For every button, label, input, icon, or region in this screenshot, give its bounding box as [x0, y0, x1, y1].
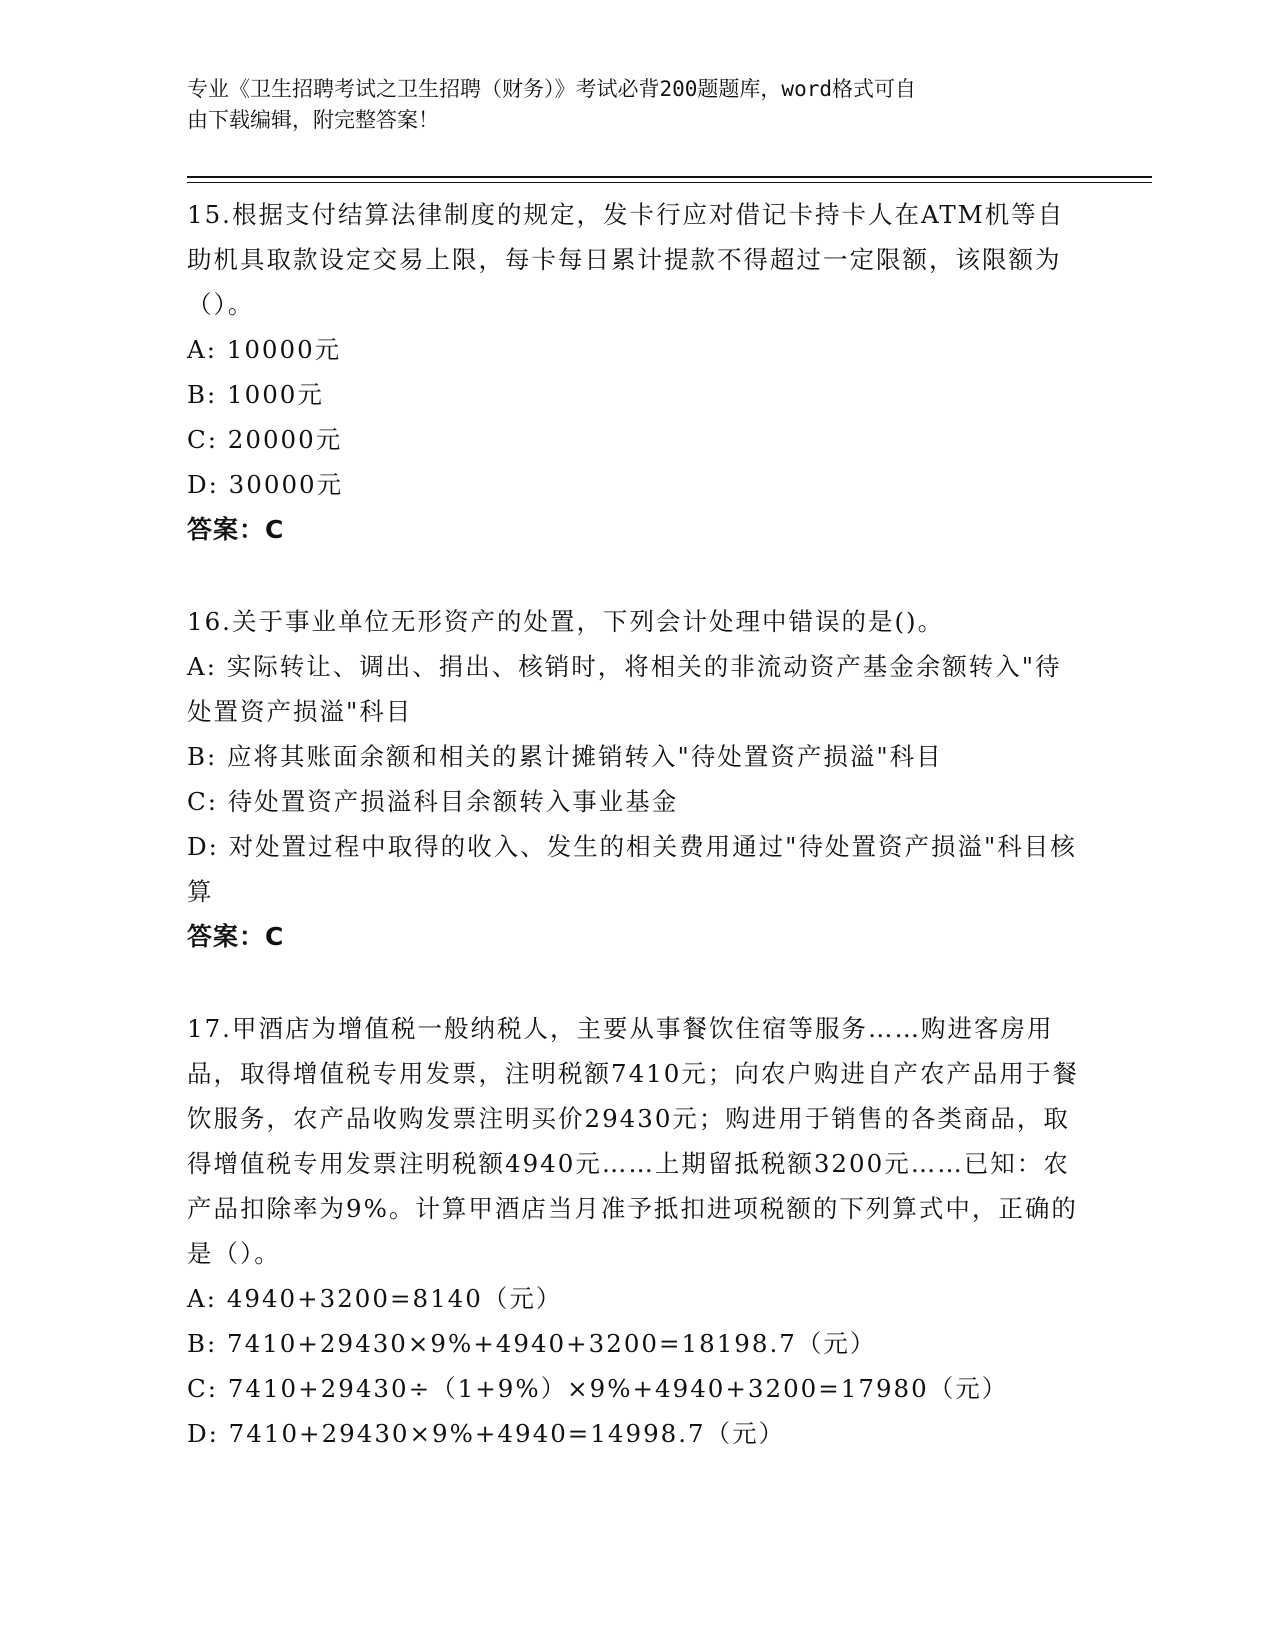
question-text: 15.根据支付结算法律制度的规定，发卡行应对借记卡持卡人在ATM机等自助机具取款设定交易上限，每卡每日累计提款不得超过一定限额，该限额为（）。: [187, 200, 1065, 319]
question-15: [187, 192, 1087, 553]
option-d: D: 7410+29430×9%+4940=14998.7（元）: [187, 1419, 786, 1448]
option-c: C: 7410+29430÷（1+9%）×9%+4940+3200=17980（元）: [187, 1374, 1009, 1403]
question-text: 16.关于事业单位无形资产的处置，下列会计处理中错误的是()。: [187, 607, 945, 636]
header-divider-thin: [187, 182, 1152, 183]
question-text: 17.甲酒店为增值税一般纳税人，主要从事餐饮住宿等服务……购进客房用品，取得增值税专用发票，注明税额7410元；向农户购进自产农产品用于餐饮服务，农产品收购发票注明买价29430元；购进用于销售的各类商品，取得增值税专用发票注明税额4940元……上期留抵税额3200元……已知：农产品扣除率为9%。计算甲酒店当月准予抵扣进项税额的下列算式中，正确的是（）。: [187, 1014, 1079, 1268]
header-line-1: 专业《卫生招聘考试之卫生招聘（财务）》考试必背200题题库，word格式可自: [187, 77, 916, 101]
question-list: [187, 192, 1087, 1502]
option-c: C: 20000元: [187, 425, 343, 454]
option-b: B: 1000元: [187, 380, 324, 409]
option-a: A: 实际转让、调出、捐出、核销时，将相关的非流动资产基金余额转入"待处置资产损溢"科目: [187, 652, 1062, 726]
document-header: [187, 74, 1067, 136]
option-d: D: 对处置过程中取得的收入、发生的相关费用通过"待处置资产损溢"科目核算: [187, 832, 1077, 906]
answer-label: 答案：C: [187, 515, 285, 544]
option-b: B: 应将其账面余额和相关的累计摊销转入"待处置资产损溢"科目: [187, 742, 943, 771]
option-b: B: 7410+29430×9%+4940+3200=18198.7（元）: [187, 1329, 877, 1358]
answer-label: 答案：C: [187, 922, 285, 951]
question-16: [187, 599, 1087, 960]
option-c: C: 待处置资产损溢科目余额转入事业基金: [187, 787, 679, 816]
header-divider-thick: [187, 176, 1152, 178]
option-a: A: 10000元: [187, 335, 342, 364]
option-d: D: 30000元: [187, 470, 344, 499]
header-line-2: 由下载编辑，附完整答案！: [187, 108, 439, 132]
question-17: [187, 1006, 1087, 1456]
option-a: A: 4940+3200=8140（元）: [187, 1284, 563, 1313]
